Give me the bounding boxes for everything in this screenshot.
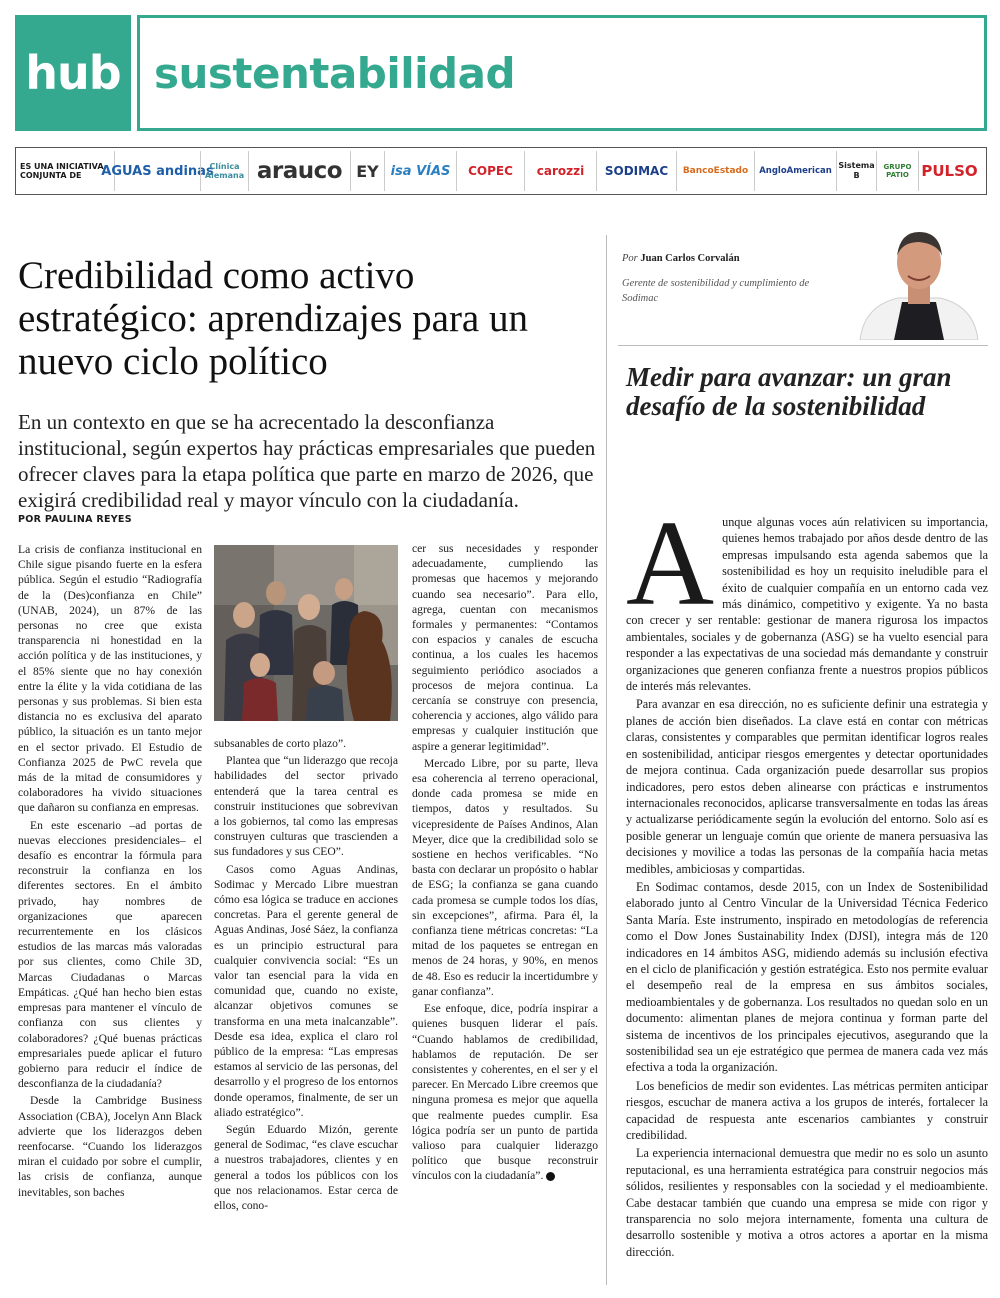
end-mark-icon: P: [546, 1172, 555, 1181]
logo-aguas-andinas: AGUAS andinas: [114, 151, 200, 191]
crowd-photo-image: [214, 545, 398, 721]
hub-text: hub: [25, 46, 121, 100]
logo-sistema-b: Sistema B: [836, 151, 876, 191]
paragraph: Casos como Aguas Andinas, Sodimac y Mercado Libre muestran cómo esa lógica se traduce en acciones concretas. Para el gerente general de Aguas Andinas, José Sáez, la confianza es un principio estructural para cualquier convivencia social: “Es un valor tan esencial para la vida en comunidad que, cuando no existe, alcanzar objetivos comunes se transforma en una meta inalcanzable”. Desde esa idea, explica el claro rol público de la empresa: “Las empresas estamos al servicio de las personas, del desarrollo y el progreso de los entornos donde operamos, finalmente, de ser un aliado estratégico”.: [214, 862, 398, 1119]
logo-arauco: arauco: [248, 151, 350, 191]
logo-grupo-patio: GRUPO PATIO: [876, 151, 918, 191]
column-divider: [606, 235, 607, 1285]
paragraph: En Sodimac contamos, desde 2015, con un Index de Sostenibilidad elaborado junto al Centro Vincular de la Universidad Técnica Federico Santa María. Este instrumento, inspirado en metodologías de referencia como el Dow Jones Sustainability Index (DJSI), integra más de 120 indicadores en 14 ámbitos ASG, midiendo además su inclusión efectiva en el ciclo de planificación y gestión estratégica. Esto nos permite evaluar el desempeño real de la empresa en sus ámbitos sociales, medioambientales y de gobernanza. Los resultados no quedan solo en un documento: alimentan planes de mejora continua y forman parte del sistema de incentivos de los principales ejecutivos, asegurando que la sostenibilidad sea un eje estratégico que permea de manera cada vez más efectiva a toda la organización.: [626, 879, 988, 1075]
logo-sodimac: SODIMAC: [596, 151, 676, 191]
logo-pulso: PULSO: [918, 151, 980, 191]
sponsor-bar: [15, 147, 987, 195]
sponsor-intro: ES UNA INICIATIVA CONJUNTA DE: [20, 162, 104, 180]
opinion-title: Medir para avanzar: un gran desafío de la sostenibilidad: [626, 362, 952, 421]
drop-cap: A: [626, 496, 715, 631]
paragraph: [412, 1001, 598, 1183]
article-headline: Credibilidad como activo estratégico: aprendizajes para un nuevo ciclo político: [18, 254, 528, 383]
hub-logo: [15, 15, 131, 131]
paragraph: La crisis de confianza institucional en Chile sigue pisando fuerte en la esfera pública. Según el estudio “Radiografía de la (Des)confianza en Chile” (UNAB, 2024), un 87% de las personas no cree que exista transparencia ni honestidad en la acción política y de las instituciones, y el 85% siente que no hay conexión entre la élite y la vida cotidiana de las personas y sus problemas. Si bien esta distancia no es exclusiva del aparato público, la situación es un tanto mejor en el sector privado. El Estudio de Confianza 2025 de PwC revela que más de la mitad de consumidores y colaboradores ha vivido situaciones que dañaron su confianza en empresas.: [18, 543, 202, 815]
section-header: [137, 15, 987, 131]
paragraph: Desde la Cambridge Business Association (CBA), Jocelyn Ann Black advierte que los liderazgos deben reenfocarse. “Cuando los liderazgos miran el cuidado por sobre el cumplir, las crisis de confianza, aunque inevitables, son baches: [18, 1094, 202, 1199]
paragraph-text: Ese enfoque, dice, podría inspirar a quienes busquen liderar el país. “Cuando hablamos de credibilidad, hablamos de reputación. De ser consistentes y coherentes, en el ser y el parecer. En Mercado Libre creemos que ninguna promesa es mejor que aquella que realmente puedes cumplir. Esa lógica podría ser un punto de partida valioso para cualquier liderazgo político que busque reconstruir vínculos con la ciudadanía”.: [412, 1002, 598, 1183]
opinion-byline: [622, 253, 740, 264]
section-title: sustentabilidad: [154, 48, 516, 98]
paragraph: Mercado Libre, por su parte, lleva esa coherencia al terreno operacional, donde cada promesa se mide en tiempos, datos y resultados. Su vicepresidente de Países Andinos, Alan Meyer, dice que la credibilidad solo se sostiene en hechos verificables. “No basta con declarar un propósito o hablar de ESG; la confianza se gana cuando cada promesa se cumple todos los días, sin excepciones”, afirma. Para él, la confianza tiene métricas concretas: “La mitad de los paquetes se entregan en menos de 24 horas, y 90%, en menos de 48. Eso es reducir la incertidumbre y ganar confianza”.: [412, 756, 598, 998]
opinion-by-prefix: Por: [622, 253, 638, 264]
logo-angloamerican: AngloAmerican: [754, 151, 836, 191]
opinion-author: Juan Carlos Corvalán: [640, 253, 740, 264]
paragraph: Para avanzar en esa dirección, no es suficiente definir una estrategia y planes de acción bien diseñados. La clave está en contar con métricas claras, consistentes y comparables que permitan identificar logros reales en sostenibilidad, anticipar riesgos emergentes y detectar oportunidades de mejora continua. Cada organización puede desarrollar sus propios indicadores, pero estos deben alinearse con prácticas e instrumentos internacionales reconocidos, aplicarse transversalmente en todas las áreas y actualizarse periódicamente según la evolución del entorno. Solo así es posible generar un lenguaje común que oriente de manera persuasiva las decisiones y movilice a todas las personas de la compañía hacia metas medibles, ambiciosas y compartidas.: [626, 697, 988, 876]
paragraph: cer sus necesidades y responder adecuadamente, cumpliendo las promesas que hacemos y mejorando cuando sea necesario”. Para ello, agrega, cuentan con mecanismos formales y permanentes: “Contamos con espacios y canales de escucha continua, a los cuales les hacemos seguimiento periódico asociados a procesos de mejora continua. La cercanía se construye con presencia, coherencia y acciones, algo válido para empresas y cualquier institución que aspire a generar legitimidad”.: [412, 542, 598, 753]
logo-clinica-alemana: Clínica Alemana: [200, 151, 248, 191]
logo-bancoestado: BancoEstado: [676, 151, 754, 191]
article-byline: POR PAULINA REYES: [18, 514, 132, 525]
article-column-2: [214, 736, 398, 1215]
opinion-author-role: Gerente de sostenibilidad y cumplimiento de Sodimac: [622, 278, 810, 304]
logo-copec: COPEC: [456, 151, 524, 191]
paragraph: Según Eduardo Mizón, gerente general de Sodimac, “es clave escuchar a nuestros trabajadores, clientes y en general a todos los públicos con los que nos relacionamos. Estar cerca de ellos, cono-: [214, 1123, 398, 1213]
author-portrait-image: [850, 222, 988, 340]
paragraph-text: unque algunas voces aún relativicen su importancia, quienes hemos trabajado por años desde dentro de las empresas impulsando esta agenda sabemos que la sostenibilidad es hoy un requisito ineludible para el éxito de cualquier compañía en un entorno cada vez más dinámico, competitivo y exigente. Ya no basta con crecer y ser rentable: gestionar de manera rigurosa los impactos ambientales, sociales y de gobernanza (ASG) se ha vuelto esencial para responder a las expectativas de una sociedad más demandante y construir organizaciones que generen confianza frente a nuestros propios públicos de interés más relevantes.: [626, 515, 988, 694]
crowd-photo: [214, 545, 398, 721]
paragraph: subsanables de corto plazo”.: [214, 737, 346, 750]
paragraph: Los beneficios de medir son evidentes. Las métricas permiten anticipar riesgos, escuchar de manera activa a los grupos de interés, fortalecer la capacidad de respuesta ante escenarios cambiantes y construir credibilidad.: [626, 1078, 988, 1143]
opinion-rule: [618, 345, 988, 346]
article-column-3: [412, 541, 598, 1186]
logo-isa-vias: isa VÍAS: [384, 151, 456, 191]
paragraph: La experiencia internacional demuestra que medir no es solo un asunto reputacional, es una herramienta estratégica para construir negocios más sólidos, resilientes y responsables con la sociedad y el medioambiente. Cabe destacar también que cuando una empresa se mide con rigor y transparencia no solo mejora internamente, fomenta una cultura de desarrollo sostenible y motiva a otros actores a aportar en la misma dirección.: [626, 1146, 988, 1259]
article-column-1: [18, 542, 202, 1202]
author-portrait: [850, 222, 988, 340]
paragraph: Plantea que “un liderazgo que recoja habilidades del sector privado entenderá que la tarea central es construir instituciones que sobrevivan a los gobiernos, tal como las empresas construyen culturas que trascienden a sus fundadores y sus CEO”.: [214, 754, 398, 859]
article-dek: En un contexto en que se ha acrecentado la desconfianza institucional, según expertos hay prácticas empresariales que pueden ofrecer claves para la etapa política que parte en marzo de 2026, que exigirá credibilidad real y mayor vínculo con la ciudadanía.: [18, 410, 596, 512]
logo-ey: EY: [350, 151, 384, 191]
paragraph: [626, 496, 988, 694]
paragraph: En este escenario –ad portas de nuevas elecciones presidenciales– el desafío es encontrar la fórmula para reconstruir la confianza en los diferentes sectores. En el ámbito privado, hay nombres de organizaciones que aparecen recurrentemente en los clásicos estudios de las marcas más valoradas por sus clientes, como Chile 3D, Marcas Ciudadanas o Marcas Empáticas. ¿Qué han hecho bien estas empresas para mantener el vínculo de confianza con sus clientes y colaboradores? ¿Qué buenas prácticas empresariales puede aplicar el futuro gobierno para reducir el índice de desconfianza de la ciudadanía?: [18, 818, 202, 1091]
logo-carozzi: carozzi: [524, 151, 596, 191]
opinion-body: [626, 496, 988, 1262]
